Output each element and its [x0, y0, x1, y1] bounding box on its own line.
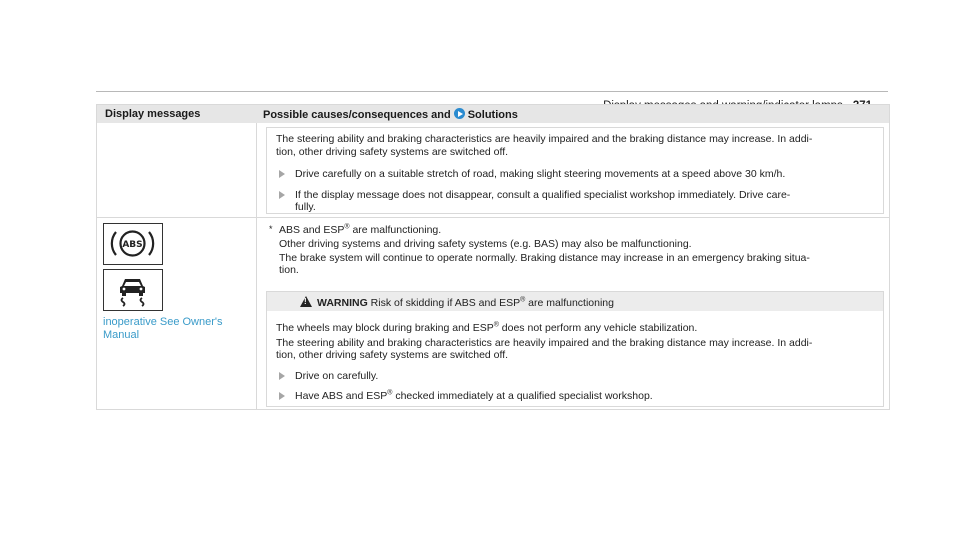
- warning-line2: The steering ability and braking characteristics are heavily impaired and the braking distance may increase. In addi-: [276, 337, 813, 349]
- warning-box: [266, 291, 884, 407]
- row1-step2-line1: If the display message does not disappear, consult a qualified specialist workshop immediately. Drive care-: [295, 189, 791, 201]
- row2-cause1: ABS and ESP® are malfunctioning.: [279, 223, 442, 236]
- messages-table: [96, 104, 890, 410]
- owners-manual-link-line1[interactable]: inoperative See Owner's: [103, 316, 223, 328]
- row1-text-line1: The steering ability and braking characteristics are heavily impaired and the braking distance may increase. In addi-: [276, 133, 813, 145]
- col-header-causes-solutions: Possible causes/consequences and Solutions: [263, 109, 518, 121]
- bullet-arrow-icon: [279, 170, 285, 178]
- row1-text-line2: tion, other driving safety systems are switched off.: [276, 146, 509, 158]
- column-divider: [256, 123, 257, 409]
- row2-step2: Have ABS and ESP® checked immediately at a qualified specialist workshop.: [295, 389, 653, 402]
- warning-triangle-icon: [300, 296, 312, 307]
- table-header: [97, 105, 889, 123]
- row-divider: [97, 217, 889, 218]
- row1-step2-line2: fully.: [295, 201, 316, 213]
- arrow-right-icon: [454, 108, 465, 119]
- bullet-arrow-icon: [279, 191, 285, 199]
- bullet-arrow-icon: [279, 392, 285, 400]
- row1-step1: Drive carefully on a suitable stretch of road, making slight steering movements at a speed above 30 km/h.: [295, 168, 786, 180]
- header-rule: [96, 91, 888, 92]
- abs-warning-icon: [103, 223, 163, 265]
- warning-line1: The wheels may block during braking and ESP® does not perform any vehicle stabilization.: [276, 321, 698, 334]
- row2-cause3-line1: The brake system will continue to operate normally. Braking distance may increase in an emergency braking situa-: [279, 252, 810, 264]
- row1-solution-box: [266, 127, 884, 214]
- warning-heading: !WARNING Risk of skidding if ABS and ESP® are malfunctioning: [300, 296, 614, 309]
- row2-cause3-line2: tion.: [279, 264, 299, 276]
- warning-line3: tion, other driving safety systems are switched off.: [276, 349, 509, 361]
- esp-skid-icon: [103, 269, 163, 311]
- svg-text:ABS: ABS: [122, 240, 143, 250]
- asterisk-mark: *: [269, 224, 273, 234]
- owners-manual-link-line2[interactable]: Manual: [103, 329, 140, 341]
- row2-cause2: Other driving systems and driving safety systems (e.g. BAS) may also be malfunctioning.: [279, 238, 692, 250]
- row2-step1: Drive on carefully.: [295, 370, 379, 382]
- col-header-display-messages: Display messages: [105, 108, 201, 120]
- bullet-arrow-icon: [279, 372, 285, 380]
